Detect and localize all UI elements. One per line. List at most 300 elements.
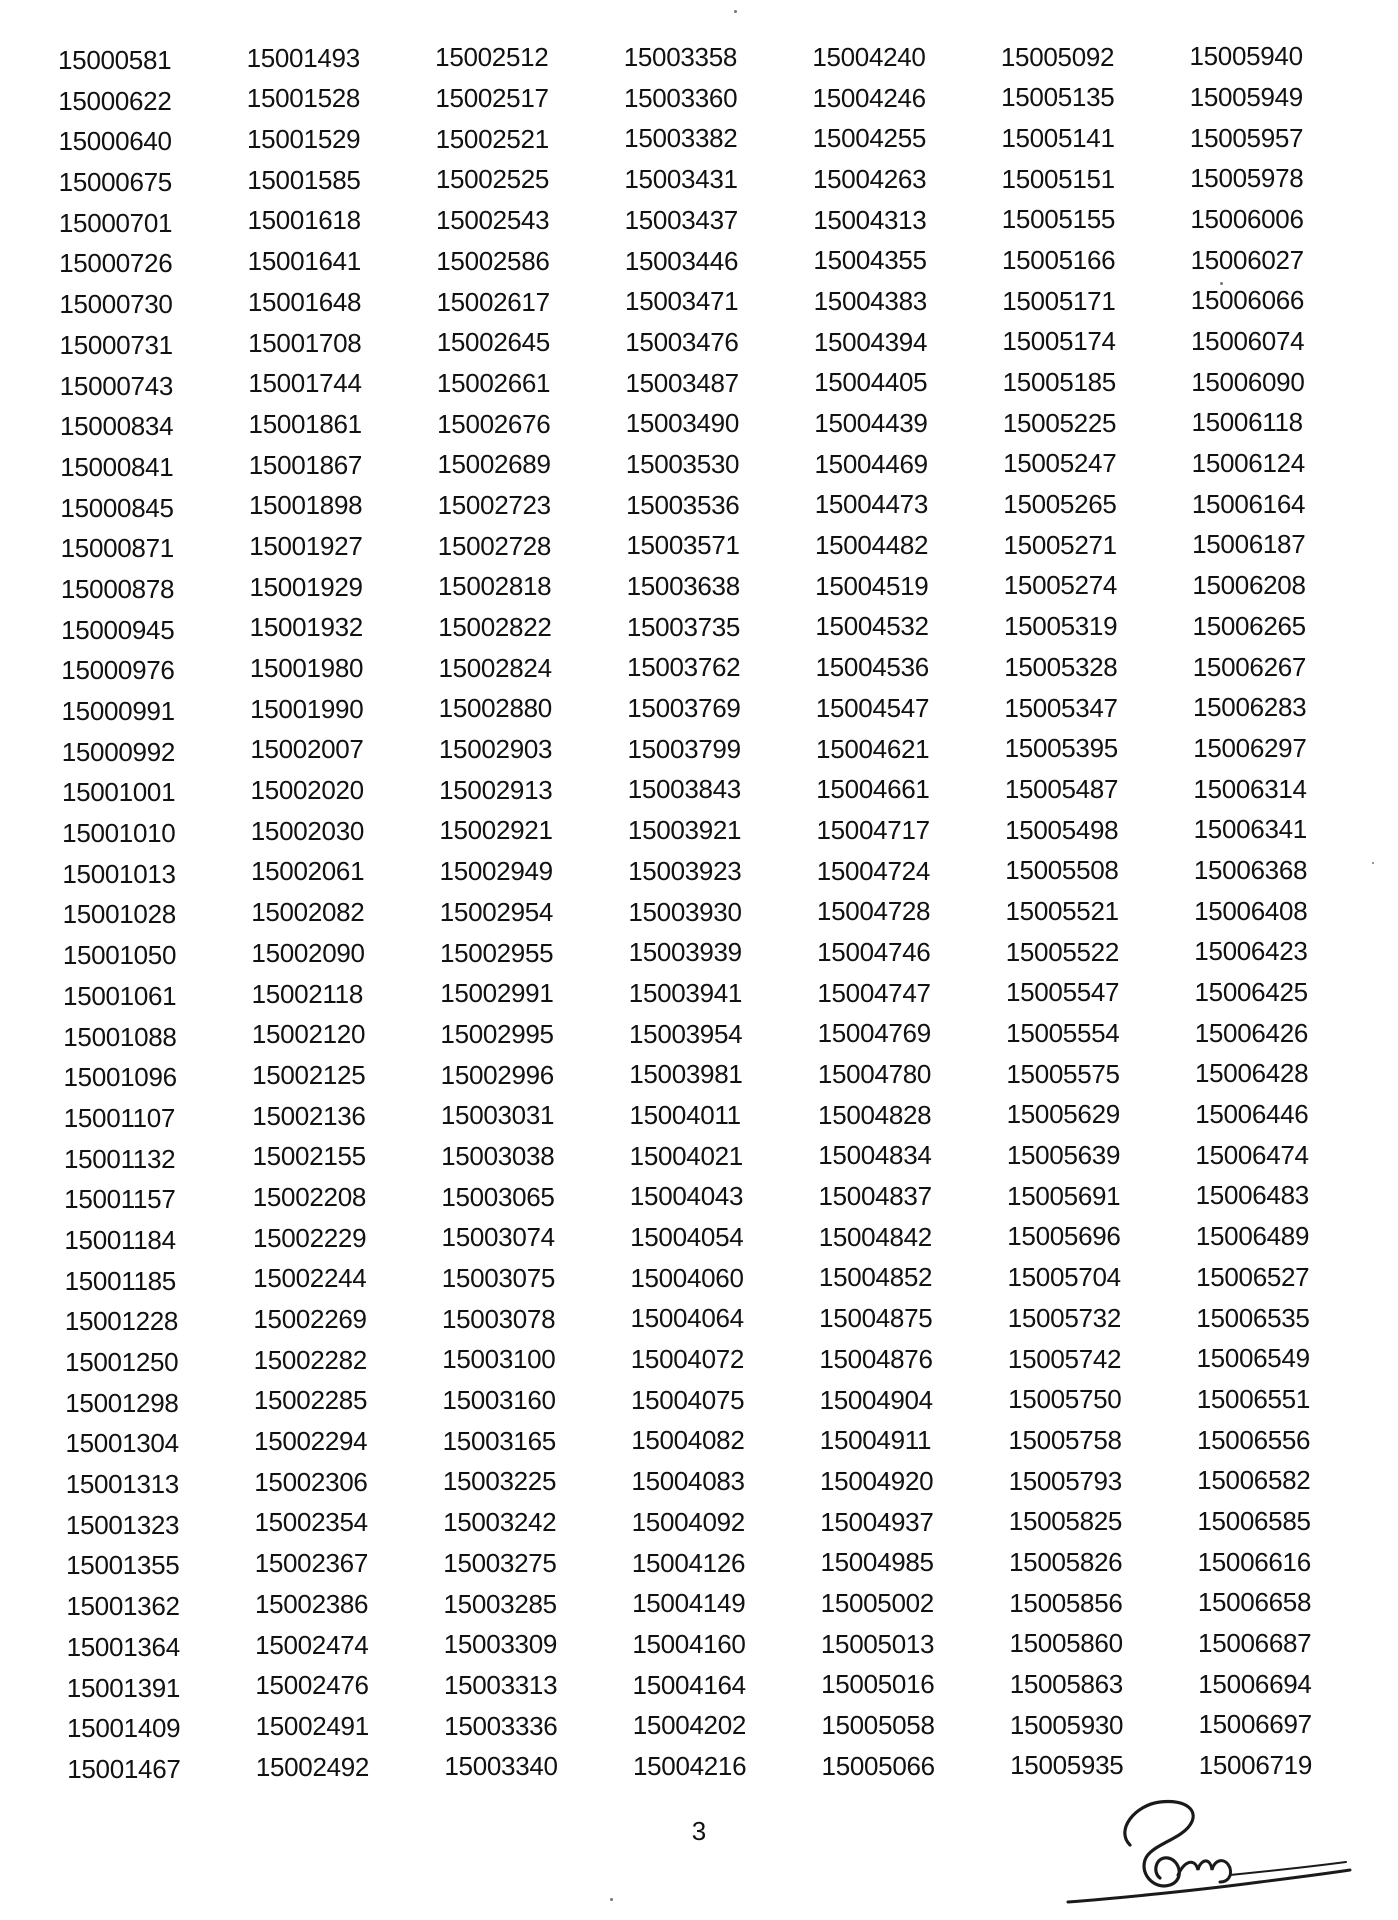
roll-number: 15002921 [439, 815, 553, 846]
roll-number: 15002586 [436, 245, 550, 276]
roll-number: 15006074 [1191, 326, 1305, 357]
roll-number: 15002949 [439, 856, 553, 887]
roll-number: 15005013 [820, 1628, 935, 1659]
roll-number: 15004473 [814, 489, 928, 520]
roll-number: 15002617 [436, 286, 550, 317]
roll-number: 15001990 [250, 693, 364, 724]
number-column [435, 37, 624, 1789]
roll-number: 15002913 [439, 774, 553, 805]
roll-number: 15006314 [1193, 773, 1307, 804]
roll-number: 15003843 [627, 774, 741, 805]
roll-number: 15002367 [254, 1548, 368, 1579]
roll-number: 15005002 [820, 1587, 934, 1618]
roll-number: 15006694 [1198, 1668, 1312, 1699]
roll-number: 15005319 [1003, 611, 1118, 642]
roll-number: 15006423 [1194, 936, 1308, 967]
roll-number: 15001185 [64, 1265, 176, 1296]
roll-number: 15002030 [250, 815, 365, 846]
roll-number: 15005395 [1004, 733, 1118, 764]
roll-number: 15005166 [1001, 244, 1116, 275]
roll-number: 15003446 [624, 245, 739, 276]
roll-number: 15002306 [254, 1466, 368, 1497]
roll-number: 15001467 [67, 1753, 181, 1784]
roll-number: 15004202 [632, 1710, 747, 1741]
roll-number: 15001364 [66, 1631, 180, 1662]
roll-number: 15006446 [1195, 1099, 1309, 1130]
roll-number: 15004547 [815, 692, 930, 723]
roll-number: 15000675 [58, 167, 172, 198]
roll-number: 15005174 [1002, 326, 1116, 357]
roll-number: 15001184 [64, 1224, 176, 1255]
roll-number: 15001618 [247, 205, 361, 236]
number-column [58, 40, 247, 1790]
roll-number: 15004355 [813, 245, 927, 276]
roll-number: 15003930 [628, 896, 742, 927]
roll-number: 15004911 [819, 1425, 932, 1456]
roll-number: 15003074 [441, 1222, 555, 1253]
roll-number: 15002386 [254, 1588, 369, 1619]
roll-number: 15003490 [625, 408, 739, 439]
roll-number: 15003336 [444, 1710, 558, 1741]
roll-number: 15001409 [67, 1713, 181, 1744]
roll-number: 15002354 [254, 1507, 368, 1538]
roll-number: 15004021 [629, 1140, 743, 1171]
roll-number: 15001323 [65, 1509, 180, 1540]
roll-number: 15005487 [1004, 773, 1119, 804]
scan-speck [734, 10, 737, 13]
roll-number: 15005940 [1189, 41, 1303, 72]
roll-number: 15004621 [816, 733, 930, 764]
roll-number: 15005265 [1003, 489, 1117, 520]
roll-number: 15001493 [246, 42, 360, 73]
roll-number: 15005171 [1002, 285, 1116, 316]
roll-number: 15005092 [1000, 41, 1115, 72]
roll-number: 15000743 [59, 370, 174, 401]
roll-number: 15001001 [61, 777, 176, 808]
roll-number: 15005274 [1003, 570, 1118, 601]
number-column [812, 37, 1001, 1790]
roll-number: 15004780 [817, 1059, 932, 1089]
roll-number: 15002269 [253, 1304, 367, 1335]
roll-number: 15006428 [1194, 1058, 1309, 1089]
roll-number: 15004092 [631, 1506, 745, 1537]
roll-number: 15004769 [817, 1018, 931, 1049]
scan-speck [610, 1898, 613, 1901]
roll-number: 15005575 [1006, 1058, 1120, 1089]
roll-number: 15002007 [250, 734, 364, 765]
roll-number: 15005347 [1004, 692, 1118, 723]
roll-number: 15000730 [59, 289, 173, 320]
roll-number: 15002476 [255, 1670, 369, 1701]
roll-number: 15001391 [66, 1672, 181, 1703]
roll-number: 15005016 [821, 1669, 935, 1700]
roll-number: 15002492 [255, 1751, 370, 1782]
roll-number: 15005554 [1006, 1018, 1120, 1048]
roll-number: 15002996 [440, 1059, 554, 1090]
roll-number: 15001641 [247, 246, 361, 277]
roll-number: 15000841 [60, 451, 174, 482]
roll-number: 15002491 [255, 1710, 369, 1741]
roll-number: 15002229 [252, 1222, 367, 1253]
roll-number: 15004920 [820, 1465, 934, 1496]
roll-number: 15006535 [1196, 1302, 1310, 1333]
roll-number: 15006408 [1194, 895, 1308, 926]
page-number: 3 [691, 1816, 707, 1846]
roll-number: 15003038 [441, 1140, 555, 1171]
roll-number: 15005547 [1005, 977, 1120, 1008]
roll-number: 15005225 [1002, 407, 1117, 438]
roll-number: 15002525 [435, 164, 550, 195]
roll-number: 15004469 [814, 448, 928, 479]
roll-number: 15004842 [818, 1221, 932, 1252]
roll-number: 15001061 [63, 980, 177, 1011]
roll-number: 15003571 [626, 530, 740, 561]
roll-number: 15003939 [628, 937, 742, 968]
roll-number: 15005185 [1002, 367, 1116, 397]
roll-number: 15005135 [1001, 82, 1115, 113]
roll-number: 15005522 [1005, 936, 1119, 967]
roll-number: 15006549 [1196, 1343, 1310, 1374]
roll-number: 15003100 [442, 1344, 556, 1375]
roll-number: 15003431 [624, 164, 738, 195]
roll-number: 15002521 [435, 123, 549, 154]
roll-number: 15001013 [62, 858, 176, 889]
roll-number: 15005508 [1005, 855, 1119, 886]
roll-number: 15005949 [1189, 81, 1303, 112]
roll-number: 15003471 [625, 286, 739, 317]
roll-number: 15003242 [443, 1507, 557, 1538]
roll-number: 15006489 [1195, 1221, 1310, 1252]
roll-number: 15001228 [64, 1306, 179, 1337]
roll-number: 15005732 [1007, 1302, 1121, 1333]
roll-number: 15002543 [436, 205, 550, 236]
scan-speck [1372, 862, 1374, 864]
roll-number: 15004852 [818, 1262, 933, 1293]
roll-number: 15004717 [816, 814, 930, 845]
roll-number: 15005750 [1008, 1384, 1122, 1415]
roll-number: 15006426 [1194, 1017, 1309, 1048]
roll-number: 15006297 [1193, 732, 1307, 763]
roll-number: 15005930 [1009, 1709, 1124, 1740]
roll-number: 15003165 [442, 1425, 556, 1456]
roll-number: 15006616 [1197, 1546, 1311, 1577]
roll-number: 15003769 [627, 693, 741, 724]
roll-number: 15005742 [1007, 1343, 1122, 1374]
roll-number: 15003075 [441, 1263, 556, 1294]
roll-number: 15006556 [1196, 1424, 1311, 1455]
roll-number: 15001929 [249, 571, 363, 602]
roll-number: 15003309 [443, 1629, 558, 1660]
roll-number: 15006066 [1190, 285, 1305, 316]
roll-number: 15002208 [252, 1181, 367, 1212]
roll-number: 15006425 [1194, 977, 1308, 1008]
roll-number: 15004164 [632, 1669, 746, 1700]
number-column [1189, 36, 1378, 1789]
roll-number: 15003160 [442, 1385, 556, 1416]
roll-number: 15004985 [820, 1547, 934, 1578]
roll-number: 15005151 [1001, 163, 1115, 194]
roll-number: 15003275 [443, 1547, 557, 1578]
roll-number: 15005856 [1009, 1587, 1123, 1618]
roll-number: 15004728 [816, 896, 931, 927]
roll-number: 15002512 [435, 42, 549, 73]
roll-number: 15003530 [625, 448, 740, 479]
roll-number: 15004904 [819, 1384, 933, 1415]
roll-number: 15003313 [443, 1669, 558, 1700]
roll-number: 15002244 [253, 1263, 367, 1294]
roll-number: 15003638 [626, 571, 740, 602]
roll-number: 15000976 [61, 655, 175, 686]
roll-number: 15004405 [814, 367, 928, 398]
roll-number: 15004828 [818, 1099, 932, 1130]
roll-number: 15004747 [817, 977, 931, 1008]
roll-number: 15005498 [1005, 814, 1119, 845]
roll-number: 15003078 [441, 1303, 556, 1334]
roll-number: 15003476 [625, 326, 739, 357]
roll-number: 15001927 [249, 530, 363, 561]
roll-number: 15002082 [251, 897, 365, 928]
roll-number: 15002991 [440, 978, 554, 1009]
roll-number: 15003799 [627, 733, 741, 764]
roll-number: 15004313 [813, 204, 927, 235]
roll-number: 15002282 [253, 1344, 367, 1375]
roll-number: 15001010 [62, 818, 176, 849]
roll-number: 15006368 [1193, 854, 1308, 885]
roll-number: 15004064 [630, 1303, 744, 1334]
number-column [247, 38, 436, 1790]
roll-number: 15006265 [1192, 610, 1306, 641]
roll-number: 15006687 [1198, 1628, 1312, 1659]
roll-number: 15002090 [251, 937, 365, 968]
roll-number: 15003065 [441, 1181, 555, 1212]
roll-number: 15004394 [813, 326, 928, 357]
roll-number: 15004011 [629, 1099, 741, 1130]
roll-number: 15001528 [246, 83, 361, 114]
roll-number: 15002903 [438, 734, 553, 765]
roll-number: 15004246 [812, 82, 926, 113]
roll-number: 15001298 [65, 1387, 179, 1418]
roll-number: 15001088 [63, 1021, 177, 1052]
roll-number: 15001898 [248, 490, 363, 521]
roll-number: 15001313 [65, 1469, 179, 1500]
roll-number: 15001050 [62, 940, 177, 971]
roll-number: 15003981 [629, 1059, 743, 1090]
roll-number: 15002118 [251, 978, 363, 1009]
roll-number: 15003358 [623, 42, 738, 73]
roll-number: 15002824 [438, 652, 552, 683]
roll-number: 15000731 [59, 329, 173, 360]
roll-number: 15006267 [1192, 651, 1307, 682]
roll-number: 15001250 [65, 1347, 179, 1377]
roll-number: 15004383 [813, 285, 927, 316]
roll-number: 15004875 [819, 1303, 933, 1334]
roll-number: 15000945 [61, 614, 175, 645]
roll-number: 15005704 [1007, 1262, 1121, 1293]
number-column [624, 37, 813, 1789]
roll-number: 15002125 [252, 1059, 366, 1090]
roll-number: 15005696 [1007, 1221, 1121, 1252]
roll-number: 15002822 [438, 612, 552, 643]
roll-number: 15000992 [61, 736, 176, 767]
roll-number: 15004075 [630, 1384, 745, 1415]
roll-number: 15006719 [1198, 1750, 1312, 1781]
roll-number: 15005141 [1001, 122, 1115, 153]
roll-number: 15005271 [1003, 529, 1117, 560]
roll-number: 15006658 [1197, 1587, 1312, 1618]
roll-number: 15001304 [65, 1428, 179, 1459]
roll-number: 15002955 [439, 937, 554, 968]
roll-number: 15004082 [631, 1425, 745, 1456]
roll-number: 15001107 [63, 1102, 176, 1133]
roll-number: 15002294 [254, 1426, 368, 1457]
roll-number: 15004060 [630, 1262, 744, 1293]
roll-number: 15002020 [250, 775, 364, 806]
roll-number: 15000581 [58, 45, 172, 75]
roll-number: 15004263 [812, 163, 927, 194]
roll-number: 15006582 [1197, 1465, 1311, 1496]
roll-number: 15001867 [248, 449, 363, 480]
roll-number: 15005155 [1001, 204, 1116, 235]
roll-number: 15004532 [815, 611, 929, 642]
roll-number: 15003923 [628, 855, 742, 886]
roll-number: 15006341 [1193, 814, 1307, 845]
roll-number: 15004054 [630, 1222, 744, 1253]
roll-number: 15005639 [1006, 1140, 1121, 1171]
roll-number: 15005957 [1189, 122, 1304, 153]
roll-number: 15006090 [1191, 366, 1305, 397]
roll-number: 15003921 [627, 815, 742, 846]
roll-number: 15004724 [816, 855, 930, 886]
roll-number: 15002474 [255, 1629, 369, 1660]
roll-number: 15003340 [444, 1751, 558, 1782]
roll-number: 15004439 [814, 408, 928, 438]
roll-number: 15002995 [440, 1018, 554, 1049]
roll-number: 15005758 [1008, 1424, 1122, 1455]
roll-number: 15001132 [63, 1143, 176, 1174]
roll-number: 15002645 [436, 327, 550, 358]
roll-number: 15006208 [1192, 570, 1306, 601]
roll-number: 15003360 [623, 82, 738, 113]
roll-number: 15004083 [631, 1466, 745, 1497]
roll-number: 15005978 [1190, 163, 1304, 194]
roll-number: 15004876 [819, 1343, 933, 1374]
roll-number: 15006027 [1190, 244, 1304, 275]
roll-number: 15005825 [1008, 1506, 1123, 1537]
roll-number: 15006283 [1192, 692, 1307, 723]
roll-number: 15001861 [248, 408, 362, 439]
roll-number: 15005058 [821, 1710, 935, 1740]
roll-number: 15001028 [62, 899, 176, 930]
roll-number: 15000640 [58, 126, 172, 157]
roll-number: 15004240 [812, 41, 926, 72]
roll-number: 15002155 [252, 1141, 366, 1172]
roll-number: 15004043 [629, 1181, 744, 1212]
roll-number: 15003941 [628, 977, 743, 1008]
roll-number: 15002120 [251, 1019, 366, 1050]
roll-number: 15002728 [437, 530, 552, 561]
roll-number: 15001648 [247, 286, 362, 317]
roll-number: 15002661 [436, 367, 551, 398]
roll-number: 15005629 [1006, 1099, 1120, 1130]
roll-number: 15004255 [812, 123, 927, 154]
roll-number: 15005691 [1007, 1180, 1121, 1211]
roll-number: 15004482 [814, 530, 929, 561]
roll-number: 15000871 [60, 533, 174, 564]
roll-number: 15002136 [252, 1100, 366, 1131]
roll-number: 15006474 [1195, 1139, 1309, 1170]
roll-number: 15001980 [249, 653, 364, 684]
roll-number: 15005860 [1009, 1628, 1123, 1659]
roll-number: 15004149 [632, 1588, 746, 1619]
signature-icon [1060, 1790, 1360, 1915]
roll-number: 15006697 [1198, 1709, 1312, 1740]
roll-number: 15006118 [1191, 407, 1303, 438]
roll-number: 15005935 [1010, 1750, 1124, 1781]
roll-number: 15003285 [443, 1588, 557, 1619]
roll-number: 15000878 [60, 573, 175, 604]
roll-number: 15004072 [630, 1344, 745, 1375]
roll-number: 15006527 [1196, 1261, 1310, 1292]
roll-number: 15003954 [629, 1018, 743, 1049]
roll-number: 15004661 [816, 774, 930, 805]
roll-number: 15003225 [442, 1466, 557, 1497]
roll-number: 15006585 [1197, 1505, 1311, 1536]
roll-number: 15001585 [247, 164, 361, 195]
roll-number: 15006164 [1191, 488, 1306, 519]
roll-number: 15002954 [439, 896, 554, 927]
number-column [1001, 37, 1190, 1790]
roll-number: 15002723 [437, 489, 551, 520]
roll-number: 15003437 [624, 204, 738, 235]
roll-number: 15006124 [1191, 448, 1305, 479]
roll-number: 15001157 [64, 1184, 176, 1215]
roll-number: 15000701 [58, 207, 173, 238]
roll-number: 15000991 [61, 696, 175, 726]
roll-number: 15001932 [249, 612, 363, 643]
roll-number: 15004536 [815, 652, 929, 683]
roll-number: 15006483 [1195, 1180, 1309, 1211]
roll-number: 15001096 [63, 1062, 177, 1093]
roll-number: 15000834 [59, 411, 174, 442]
roll-number: 15003762 [627, 652, 741, 683]
roll-number: 15005521 [1005, 895, 1119, 926]
roll-number: 15001362 [66, 1591, 180, 1622]
roll-number: 15002818 [438, 571, 552, 602]
roll-number: 15005863 [1009, 1669, 1123, 1699]
roll-number: 15002285 [253, 1385, 368, 1416]
roll-number: 15000726 [59, 248, 173, 279]
roll-number: 15005826 [1009, 1546, 1123, 1577]
roll-number: 15004837 [818, 1181, 932, 1212]
roll-number: 15005247 [1003, 448, 1117, 479]
roll-number: 15000622 [58, 85, 172, 116]
roll-number: 15003382 [624, 123, 738, 154]
roll-number: 15005793 [1008, 1465, 1122, 1496]
roll-number-grid [58, 38, 1378, 1790]
roll-number: 15004937 [820, 1506, 934, 1537]
roll-number: 15004746 [817, 936, 931, 967]
roll-number: 15003735 [626, 611, 741, 642]
roll-number: 15004160 [632, 1628, 746, 1659]
roll-number: 15004834 [818, 1140, 932, 1171]
roll-number: 15006187 [1192, 529, 1306, 560]
roll-number: 15006551 [1196, 1383, 1310, 1414]
roll-number: 15005328 [1004, 651, 1118, 682]
roll-number: 15000845 [60, 492, 174, 523]
roll-number: 15002880 [438, 693, 552, 724]
roll-number: 15004126 [631, 1547, 746, 1578]
roll-number: 15002517 [435, 83, 549, 114]
